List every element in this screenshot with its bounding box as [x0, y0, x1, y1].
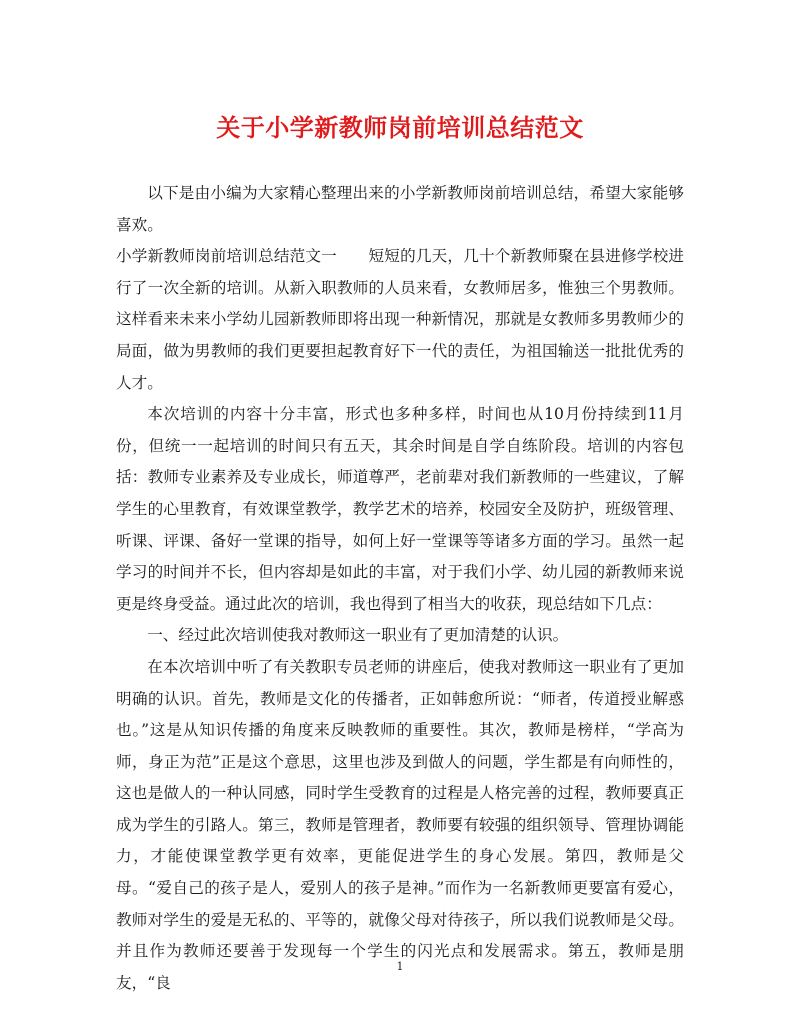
- section-heading-one: 一、经过此次培训使我对教师这一职业有了更加清楚的认识。: [147, 626, 569, 645]
- paragraph-training-content: 本次培训的内容十分丰富，形式也多种多样，时间也从10月份持续到11月份，但统一一起培训的时间只有五天，其余时间是自学自练阶段。培训的内容包括：教师专业素养及专业成长，师道尊严，老前辈对我们新教师的一些建议，了解学生的心里教育，有效课堂教学，教学艺术的培养，校园安全及防护，班级管理、听课、评课、备好一堂课的指导，如何上好一堂课等等诸多方面的学习。虽然一起学习的时间并不长，但内容却是如此的丰富，对于我们小学、幼儿园的新教师来说更是终身受益。通过此次的培训，我也得到了相当大的收获，现总结如下几点：: [116, 405, 684, 613]
- page-number: 1: [396, 960, 404, 973]
- document-title: 关于小学新教师岗前培训总结范文: [216, 113, 584, 142]
- document-body: [116, 178, 684, 999]
- paragraph-teacher-roles: 在本次培训中听了有关教职专员老师的讲座后，使我对教师这一职业有了更加明确的认识。首先，教师是文化的传播者，正如韩愈所说：“师者，传道授业解惑也。”这是从知识传播的角度来反映教师的重要性。其次，教师是榜样，“学高为师，身正为范”正是这个意思，这里也涉及到做人的问题，学生都是有向师性的，这也是做人的一种认同感，同时学生受教育的过程是人格完善的过程，教师要真正成为学生的引路人。第三，教师是管理者，教师要有较强的组织领导、管理协调能力，才能使课堂教学更有效率，更能促进学生的身心发展。第四，教师是父母。“爱自己的孩子是人，爱别人的孩子是神。”而作为一名新教师更要富有爱心，教师对学生的爱是无私的、平等的，就像父母对待孩子，所以我们说教师是父母。并且作为教师还要善于发现每一个学生的闪光点和发展需求。第五，教师是朋友，“良: [116, 657, 684, 992]
- paragraph-intro: 以下是由小编为大家精心整理出来的小学新教师岗前培训总结，希望大家能够喜欢。: [116, 184, 684, 234]
- paragraph-essay-one: 小学新教师岗前培训总结范文一 短短的几天，几十个新教师聚在县进修学校进行了一次全新的培训。从新入职教师的人员来看，女教师居多，惟独三个男教师。这样看来未来小学幼儿园新教师即将出现一种新情况，那就是女教师多男教师少的局面，做为男教师的我们更要担起教育好下一代的责任，为祖国输送一批批优秀的人才。: [116, 247, 684, 392]
